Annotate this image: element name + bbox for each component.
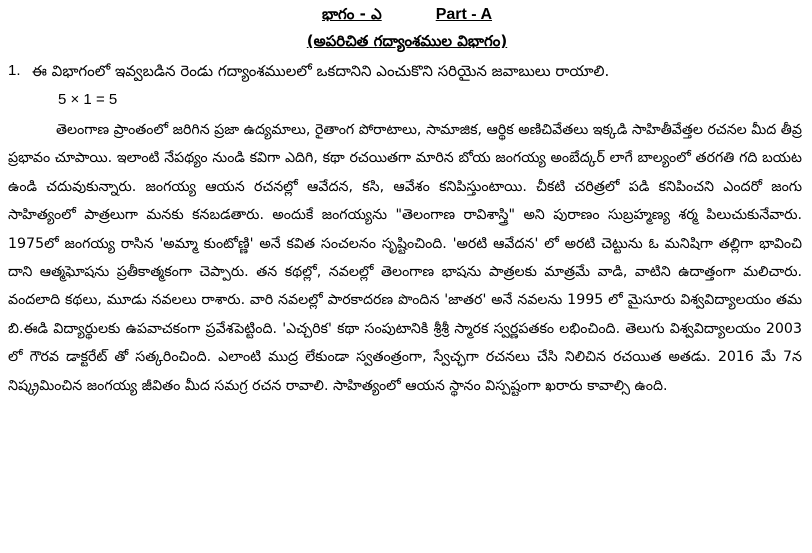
part-heading-telugu: భాగం - ఎ <box>321 5 382 23</box>
section-title: (అపరిచిత గద్యాంశముల విభాగం) <box>306 32 508 50</box>
part-heading <box>8 2 806 26</box>
question-number: 1. <box>8 62 21 79</box>
question-instruction <box>8 56 806 86</box>
passage-text: తెలంగాణ ప్రాంతంలో జరిగిన ప్రజా ఉద్యమాలు, రైతాంగ పోరాటాలు, సామాజిక, ఆర్థిక అణిచివేతలు ఇక్కడి సాహితీవేత్తల రచనల మీద తీవ్ర ప్రభావం చూపాయి. ఇలాంటి నేపథ్యం నుండి కవిగా ఎదిగి, కథా రచయితగా మారిన బోయ జంగయ్య అంబేద్కర్ లాగే బాల్యంలో తరగతి గది బయట ఉండి చదువుకున్నారు. జంగయ్య ఆయన రచనల్లో ఆవేదన, కసి, ఆవేశం కనిపిస్తుంటాయి. చీకటి చరిత్రలో పడి కనిపించని ఎందరో జంగు సాహిత్యంలో పాత్రలుగా మనకు కనబడతారు. అందుకే జంగయ్యను "తెలంగాణ రావిశాస్త్రి" అని పురాణం సుబ్రహ్మణ్య శర్మ పిలుచుకునేవారు. 1975లో జంగయ్య రాసిన 'అమ్మా కుంటోణ్ణి' అనే కవిత సంచలనం సృష్టించింది. 'అరటి ఆవేదన' లో అరటి చెట్టును ఓ మనిషిగా తల్లిగా భావించి దాని ఆత్మఘోషను ప్రతీకాత్మకంగా చెప్పారు. తన కథల్లో, నవలల్లో తెలంగాణ భాషను పాత్రలకు మాత్రమే వాడి, వాటిని ఉదాత్తంగా మలిచారు. వందలాది కథలు, మూడు నవలలు రాశారు. వారి నవలల్లో పారకాదరణ పొందిన 'జాతర' అనే నవలను 1995 లో మైసూరు విశ్వవిద్యాలయం తమ బి.ఈడి విద్యార్థులకు ఉపవాచకంగా ప్రవేశపెట్టింది. 'ఎచ్చరిక' కథా సంపుటానికి శ్రీశ్రీ స్మారక స్వర్ణపతకం లభించింది. తెలుగు విశ్వవిద్యాలయం 2003 లో గౌరవ డాక్టరేట్ తో సత్కరించింది. ఎలాంటి ముద్ర లేకుండా స్వతంత్రంగా, స్వేచ్ఛగా రచనలు చేసి నిలిచిన రచయిత అతడు. 2016 మే 7న నిష్క్రమించిన జంగయ్య జీవితం మీద సమగ్ర రచన రావాలి. సాహిత్యంలో ఆయన స్థానం విస్పష్టంగా ఖరారు కావాల్సి ఉంది. <box>8 122 802 394</box>
instruction-text: ఈ విభాగంలో ఇవ్వబడిన రెండు గద్యాంశములలో ఒకదానిని ఎంచుకొని సరియైన జవాబులు రాయాలి. <box>32 62 610 80</box>
marks-scheme: 5 × 1 = 5 <box>58 91 118 108</box>
part-heading-english: Part - A <box>435 6 493 23</box>
